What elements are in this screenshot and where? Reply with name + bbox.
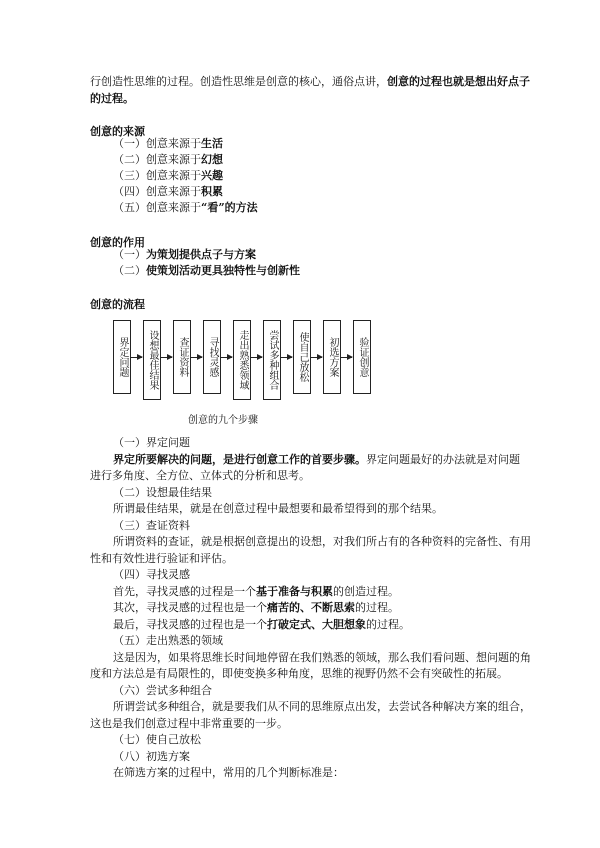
function-item-prefix: （一） (113, 248, 146, 261)
step2-title: （二）设想最佳结果 (113, 486, 212, 499)
function-item-emphasis: 为策划提供点子与方案 (146, 248, 256, 261)
function-item (113, 248, 256, 262)
source-item (113, 185, 223, 199)
step4-line-2 (113, 601, 399, 615)
step1-para-line-1 (113, 453, 520, 467)
step4-line-2-text: 其次，寻找灵感的过程也是一个 (113, 601, 267, 614)
intro-text: 行创造性思维的过程。创造性思维是创意的核心，通俗点讲， (90, 75, 387, 88)
source-item-prefix: （三）创意来源于 (113, 169, 201, 182)
source-item-prefix: （一）创意来源于 (113, 137, 201, 150)
step5-para-line-2: 度和方法总是有局限性的，即使变换多种角度，思维的视野仍然不会有突破性的拓展。 (90, 667, 508, 680)
step4-line-1-tail: 的创造过程。 (333, 585, 399, 598)
step4-line-2-tail: 的过程。 (355, 601, 399, 614)
source-item-emphasis: 生活 (201, 137, 223, 150)
source-item (113, 169, 223, 183)
flow-arrow-icon (161, 357, 172, 358)
source-item (113, 153, 223, 167)
step3-para-line-2: 性和有效性进行验证和评估。 (90, 552, 233, 565)
flow-arrow-icon (191, 357, 202, 358)
flow-step-box: 使自己放松 (293, 320, 311, 394)
flow-step-box: 界定问题 (113, 320, 131, 394)
source-item-prefix: （二）创意来源于 (113, 153, 201, 166)
flow-arrow-icon (251, 357, 262, 358)
flow-arrow-icon (221, 357, 232, 358)
flow-step-box: 寻找灵感 (203, 320, 221, 394)
step8-para: 在筛选方案的过程中，常用的几个判断标准是： (113, 766, 344, 779)
step5-para-line-1: 这是因为，如果将思维长时间地停留在我们熟悉的领域，那么我们看问题、想问题的角 (113, 651, 531, 664)
step1-para-line-2: 进行多角度、全方位、立体式的分析和思考。 (90, 469, 310, 482)
source-item-prefix: （四）创意来源于 (113, 185, 201, 198)
source-item-emphasis: “看”的方法 (201, 201, 258, 214)
function-item (113, 264, 300, 278)
step4-line-3-emphasis: 打破定式、大胆想象 (267, 618, 366, 631)
step7-title: （七）使自己放松 (113, 733, 201, 746)
flow-step-box: 查证资料 (173, 320, 191, 394)
flow-step-box: 尝试多种组合 (263, 320, 281, 400)
source-item-emphasis: 兴趣 (201, 169, 223, 182)
function-item-prefix: （二） (113, 264, 146, 277)
source-item-prefix: （五）创意来源于 (113, 201, 201, 214)
function-item-emphasis: 使策划活动更具独特性与创新性 (146, 264, 300, 277)
flow-arrow-icon (281, 357, 292, 358)
process-heading: 创意的流程 (90, 298, 145, 311)
flow-arrow-icon (341, 357, 352, 358)
step6-para-line-2: 这也是我们创意过程中非常重要的一步。 (90, 717, 288, 730)
step4-line-3 (113, 618, 410, 632)
flow-step-box: 走出熟悉领域 (233, 320, 251, 400)
intro-line-1 (90, 75, 530, 89)
step8-title: （八）初选方案 (113, 750, 190, 763)
step3-para-line-1: 所谓资料的查证，就是根据创意提出的设想，对我们所占有的各种资料的完备性、有用 (113, 535, 531, 548)
step5-title: （五）走出熟悉的领域 (113, 634, 223, 647)
flow-step-box: 验证创意 (353, 320, 371, 394)
step1-emphasis: 界定所要解决的问题，是进行创意工作的首要步骤。 (113, 453, 366, 466)
step4-title: （四）寻找灵感 (113, 568, 190, 581)
flow-step-box: 设想最佳结果 (143, 320, 161, 400)
step1-title: （一）界定问题 (113, 436, 190, 449)
source-item (113, 201, 258, 215)
step6-title: （六）尝试多种组合 (113, 684, 212, 697)
step4-line-1-text: 首先，寻找灵感的过程是一个 (113, 585, 256, 598)
function-heading: 创意的作用 (90, 236, 145, 249)
step2-para: 所谓最佳结果，就是在创意过程中最想要和最希望得到的那个结果。 (113, 502, 443, 515)
step4-line-3-text: 最后，寻找灵感的过程也是一个 (113, 618, 267, 631)
step6-para-line-1: 所谓尝试多种组合，就是要我们从不同的思维原点出发，去尝试各种解决方案的组合， (113, 700, 531, 713)
intro-line-2: 的过程。 (90, 92, 134, 105)
source-item-emphasis: 幻想 (201, 153, 223, 166)
source-heading: 创意的来源 (90, 125, 145, 138)
source-item (113, 137, 223, 151)
flow-arrow-icon (311, 357, 322, 358)
step3-title: （三）查证资料 (113, 519, 190, 532)
step4-line-1-emphasis: 基于准备与积累 (256, 585, 333, 598)
flow-step-box: 初选方案 (323, 320, 341, 394)
step4-line-2-emphasis: 痛苦的、不断思索 (267, 601, 355, 614)
intro-emphasis: 创意的过程也就是想出好点子 (387, 75, 530, 88)
step4-line-3-tail: 的过程。 (366, 618, 410, 631)
step1-text: 界定问题最好的办法就是对问题 (366, 453, 520, 466)
step4-line-1 (113, 585, 399, 599)
flow-arrow-icon (131, 357, 142, 358)
source-item-emphasis: 积累 (201, 185, 223, 198)
flowchart-caption: 创意的九个步骤 (188, 415, 258, 426)
